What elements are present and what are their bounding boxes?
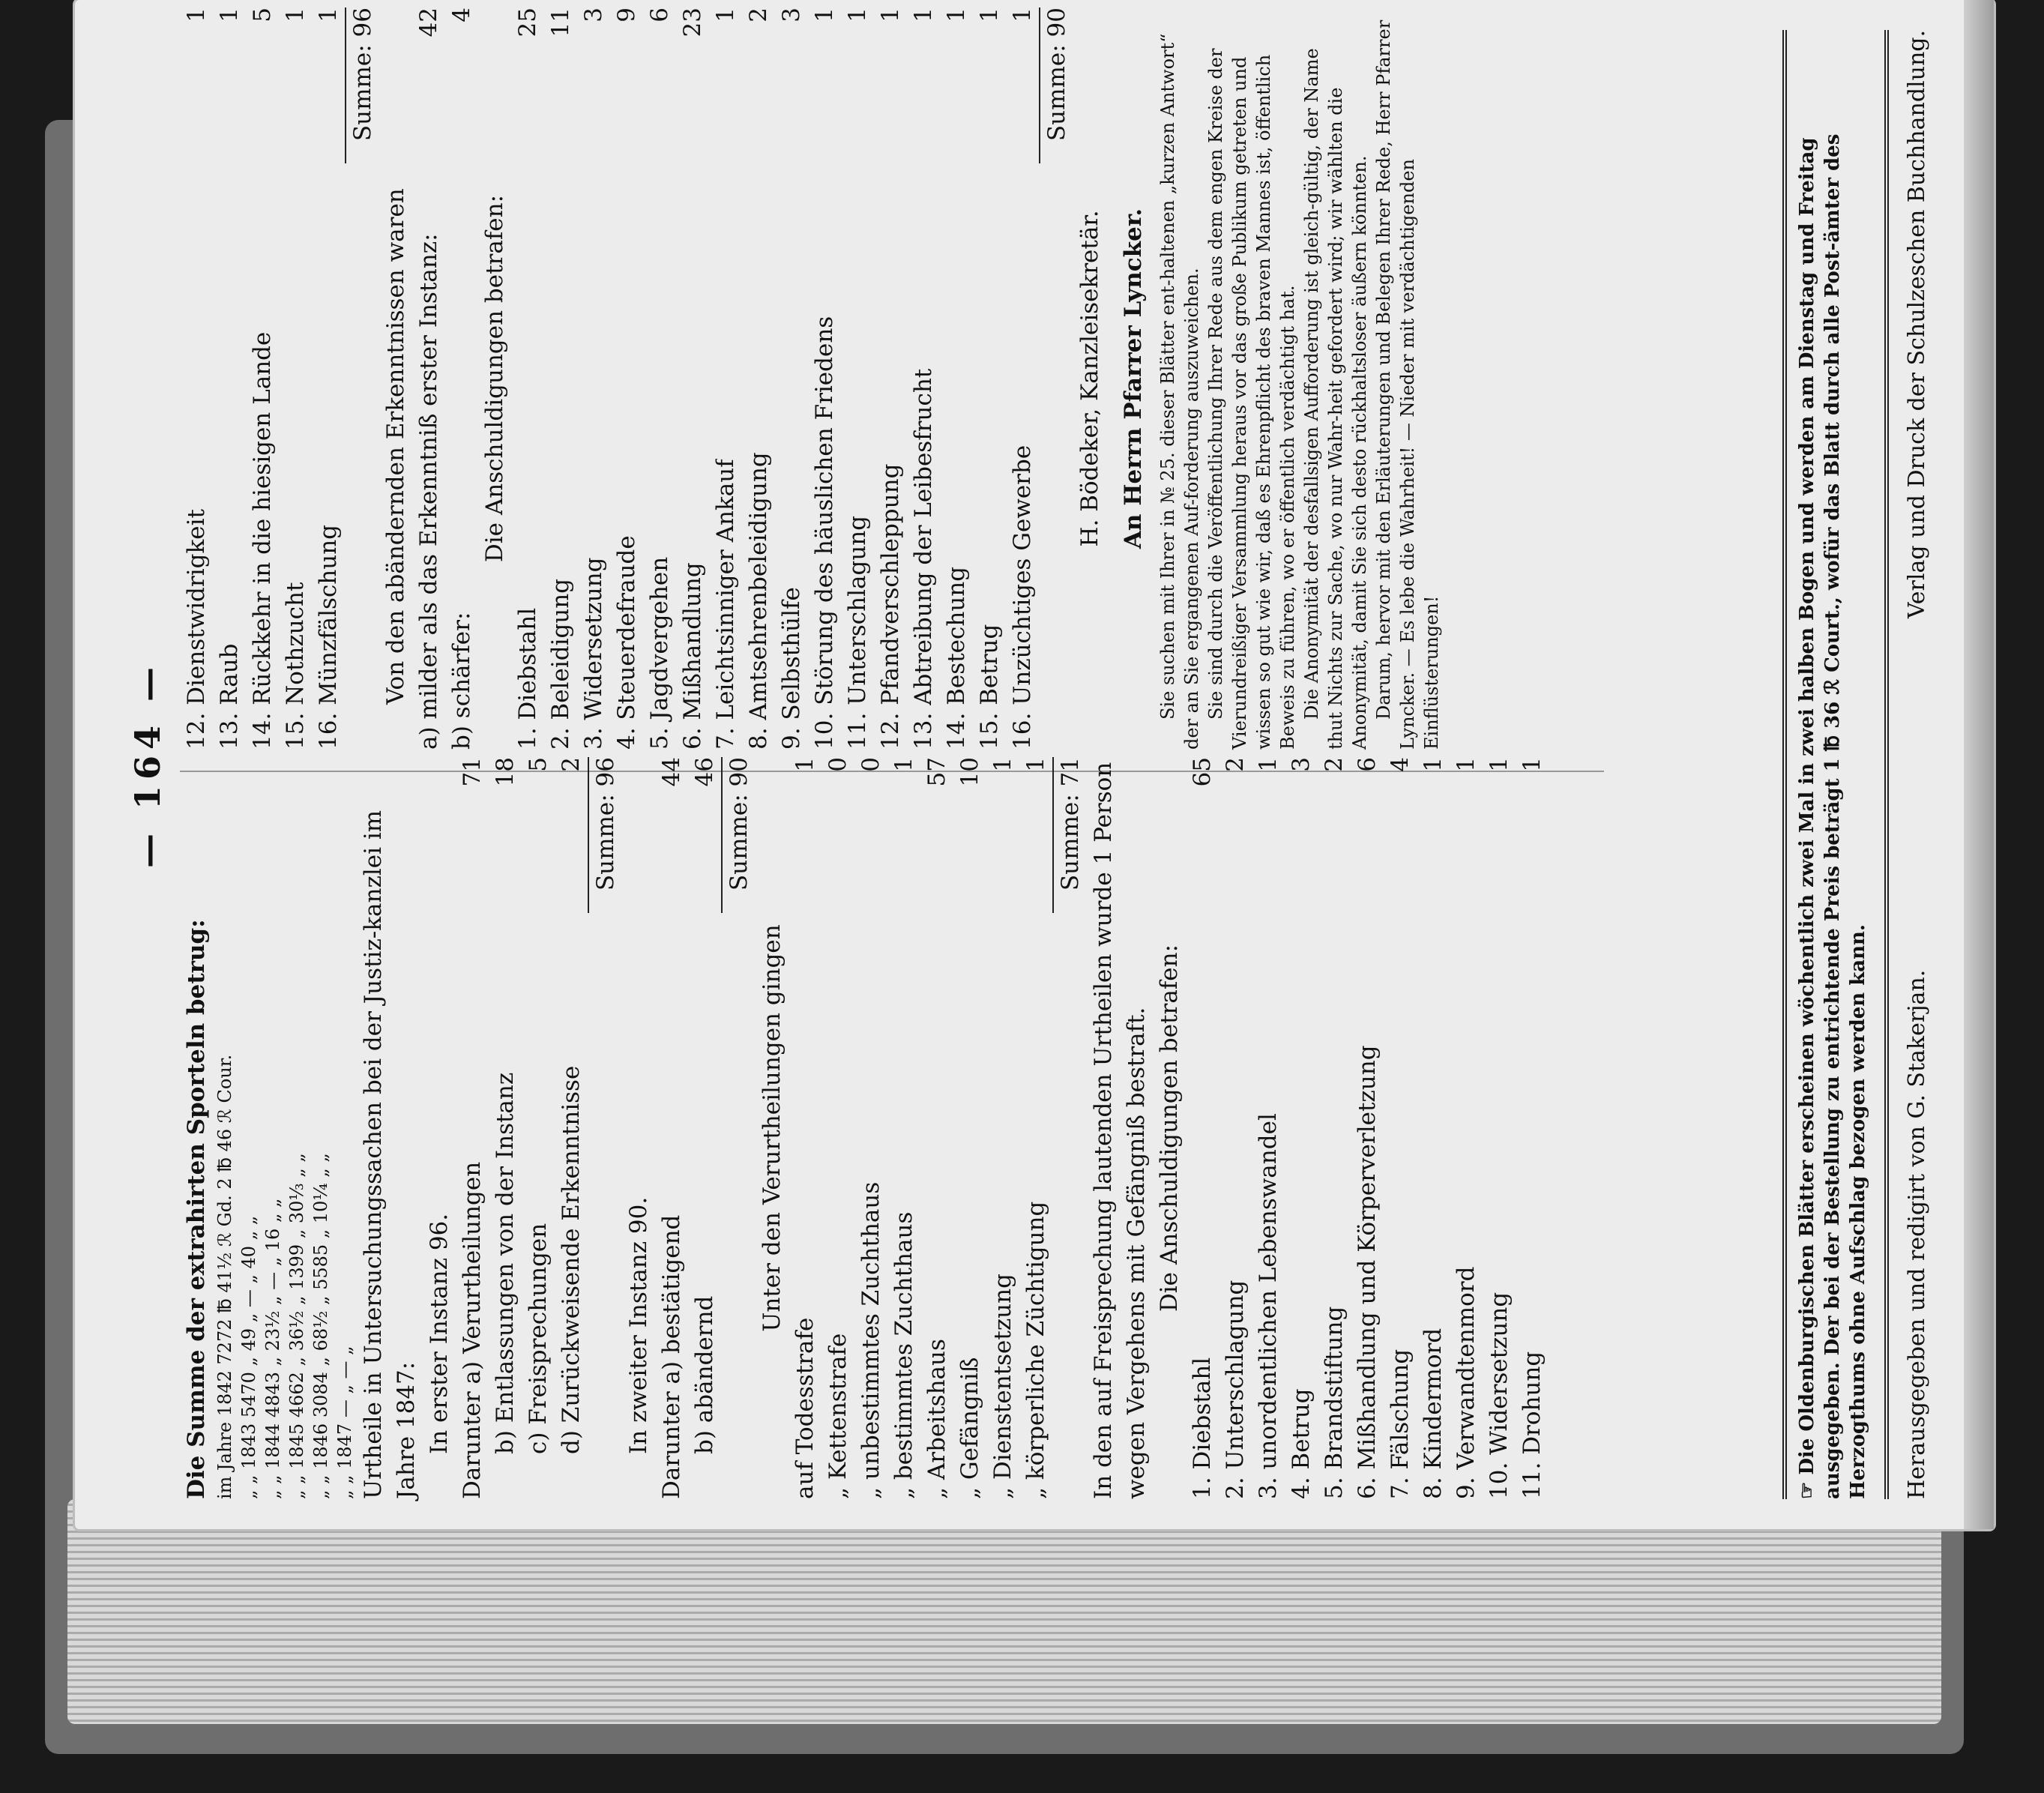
sportel-heading: Die Summe der extrahirten Sporteln betrug:	[183, 919, 210, 1499]
anschuld2-row: 15. Betrug 1	[976, 7, 1003, 750]
sportel-row: „ „ 1847 — „ — „	[334, 1345, 355, 1499]
book-page	[75, 0, 1994, 1529]
anschuld2-row: 9. Selbsthülfe 3	[778, 7, 805, 750]
anschuld-row: 6. Mißhandlung und Körperverletzung 6	[1354, 757, 1381, 1499]
verurth-row: „ unbestimmtes Zuchthaus 0	[857, 757, 884, 1499]
anschuld-row: 9. Verwandtenmord 1	[1453, 757, 1480, 1499]
cont-row: 15. Nothzucht 1	[282, 7, 309, 750]
footer-rule	[1884, 30, 1889, 1499]
verurth-heading: Unter den Verurtheilungen gingen	[759, 924, 786, 1332]
letter-paragraph: Sie sind durch die Veröffentlichung Ihrer Rede aus dem engen Kreise der Vierundreißiger Versammlung heraus vor das große Publikum getreten und wissen so gut wie wir, daß es Ehrenpflicht des braven Mannes ist, öffentlich Beweis zu führen, wo er öffentlich verdächtigt hat.	[1205, 48, 1298, 750]
cont-sum: Summe: 96	[345, 7, 379, 163]
freisprechung-text: In den auf Freisprechung lautenden Urtheilen wurde 1 Person wegen Vergehens mit Gefängniß bestraft.	[1090, 762, 1150, 1499]
verurth-row: „ Arbeitshaus 57	[923, 757, 950, 1499]
verurth-row: „ Gefängniß 10	[956, 757, 983, 1499]
sportel-row: „ „ 1845 4662 „ 36½ „ 1399 „ 30⅓ „ „	[286, 1153, 307, 1499]
anschuld-row: 10. Widersetzung 1	[1486, 757, 1513, 1499]
letter-heading: An Herrn Pfarrer Lyncker.	[1120, 208, 1147, 549]
letter-paragraph: Die Anonymität der desfallsigen Aufforderung ist gleich-gültig, der Name thut Nichts zur Sache, wo nur Wahr-heit gefordert wird; wir wählten die Anonymität, damit Sie sich desto rückhaltsloser äußern könnten.	[1301, 48, 1370, 750]
verurth-row: „ Kettenstrafe 0	[824, 757, 851, 1499]
verurth-row: „ bestimmtes Zuchthaus 1	[890, 757, 917, 1499]
anschuld-row: 8. Kindermord 1	[1420, 757, 1447, 1499]
subscription-notice: ☞ Die Oldenburgischen Blätter erscheinen wöchentlich zwei Mal in zwei halben Bogen und werden am Dienstag und Freitag ausgegeben. Der bei der Bestellung zu entrichtende Preis beträgt 1 ℔ 36 ℛ Court., wofür das Blatt durch alle Post-ämter des Herzogthums ohne Aufschlag bezogen werden kann.	[1796, 133, 1869, 1499]
anschuld2-row: 11. Unterschlagung 1	[844, 7, 871, 750]
right-column	[180, 7, 1444, 750]
urtheile-heading: Urtheile in Untersuchungssachen bei der Justiz-kanzlei im Jahre 1847:	[360, 810, 420, 1499]
sportel-row: im Jahre 1842 7272 ℔ 41½ ℛ Gd. 2 ℔ 46 ℛ Cour.	[214, 1054, 235, 1499]
first-instance-row: c) Freisprechungen 5	[525, 757, 552, 1454]
anschuld2-sum: Summe: 90	[1039, 7, 1073, 163]
signature: H. Bödeker, Kanzleisekretär.	[1076, 210, 1103, 547]
anschuld2-row: 8. Amtsehrenbeleidigung 2	[745, 7, 772, 750]
anschuld-row: 2. Unterschlagung 2	[1222, 757, 1249, 1499]
anschuld2-row: 5. Jagdvergehen 6	[646, 7, 673, 750]
first-instance-row: Darunter a) Verurtheilungen 71	[459, 757, 486, 1499]
second-instance-sum: Summe: 90	[721, 757, 756, 913]
anschuld2-row: 3. Widersetzung 3	[580, 7, 607, 750]
anschuld2-row: 13. Abtreibung der Leibesfrucht 1	[910, 7, 937, 750]
anschuld-row: 3. unordentlichen Lebenswandel 1	[1255, 757, 1282, 1499]
first-instance-row: b) Entlassungen von der Instanz 18	[492, 757, 519, 1454]
page-footer	[1769, 30, 1930, 1499]
abaend-row: a) milder als das Erkenntniß erster Instanz: 42	[415, 7, 442, 750]
page-number: — 164 —	[127, 660, 168, 869]
second-instance-row: Darunter a) bestätigend 44	[658, 757, 685, 1499]
anschuld-row: 7. Fälschung 4	[1387, 757, 1414, 1499]
book-page-edges	[67, 1499, 1941, 1724]
cont-row: 12. Dienstwidrigkeit 1	[183, 7, 210, 750]
anschuld-heading: Die Anschuldigungen betrafen:	[1156, 944, 1183, 1313]
editor-line: Herausgegeben und redigirt von G. Stakerjan.	[1904, 969, 1930, 1499]
anschuld2-row: 14. Bestechung 1	[943, 7, 970, 750]
second-instance-row: b) abändernd 46	[691, 757, 718, 1454]
cont-row: 16. Münzfälschung 1	[315, 7, 342, 750]
anschuld2-row: 12. Pfandverschleppung 1	[877, 7, 904, 750]
anschuld-row: 1. Diebstahl 65	[1189, 757, 1216, 1499]
anschuld2-row: 1. Diebstahl 25	[514, 7, 541, 750]
abaend-heading: Von den abändernden Erkenntnissen waren	[382, 188, 409, 705]
anschuld-row: 4. Betrug 3	[1288, 757, 1315, 1499]
anschuld2-row: 16. Unzüchtiges Gewerbe 1	[1009, 7, 1036, 750]
anschuld-row: 11. Drohung 1	[1519, 757, 1546, 1499]
footer-rule	[1782, 30, 1787, 1499]
anschuld2-row: 2. Beleidigung 11	[547, 7, 574, 750]
verurth-row: auf Todesstrafe 1	[792, 757, 818, 1499]
letter-paragraph: Darum, hervor mit den Erläuterungen und Belegen Ihrer Rede, Herr Pfarrer Lyncker. — Es lebe die Wahrheit! — Nieder mit verdächtigenden Einflüsterungen!	[1373, 19, 1442, 750]
cont-row: 13. Raub 1	[216, 7, 243, 750]
anschuld2-row: 7. Leichtsinniger Ankauf 1	[712, 7, 739, 750]
first-instance-title: In erster Instanz 96.	[426, 1213, 453, 1454]
verurth-row: „ körperliche Züchtigung 1	[1022, 757, 1049, 1499]
sportel-row: „ „ 1843 5470 „ 49 „ — „ 40 „ „	[238, 1215, 259, 1499]
abaend-row: b) schärfer: 4	[448, 7, 475, 750]
anschuld-row: 5. Brandstiftung 2	[1321, 757, 1348, 1499]
anschuld2-row: 10. Störung des häuslichen Friedens 1	[811, 7, 838, 750]
publisher-line: Verlag und Druck der Schulzeschen Buchhandlung.	[1904, 30, 1930, 619]
anschuld2-row: 6. Mißhandlung 23	[679, 7, 706, 750]
anschuld2-heading: Die Anschuldigungen betrafen:	[481, 194, 508, 563]
verurth-sum: Summe: 71	[1052, 757, 1087, 913]
verurth-row: „ Dienstentsetzung 1	[989, 757, 1016, 1499]
letter-paragraph: Sie suchen mit Ihrer in № 25. dieser Blätter ent-haltenen „kurzen Antwort“ der an Sie ergangenen Auf-forderung auszuweichen.	[1157, 33, 1202, 750]
first-instance-row: d) Zurückweisende Erkenntnisse 2	[558, 757, 585, 1454]
rotated-page-content	[75, 0, 1994, 1529]
first-instance-sum: Summe: 96	[588, 757, 622, 913]
anschuld2-row: 4. Steuerdefraude 9	[613, 7, 640, 750]
sportel-row: „ „ 1846 3084 „ 68½ „ 5585 „ 10¼ „ „	[310, 1153, 331, 1499]
sportel-row: „ „ 1844 4843 „ 23½ „ — „ 16 „ „	[262, 1198, 283, 1499]
second-instance-title: In zweiter Instanz 90.	[625, 1196, 652, 1454]
imprint	[1904, 30, 1930, 1499]
cont-row: 14. Rückkehr in die hiesigen Lande 5	[249, 7, 276, 750]
left-column	[180, 757, 1549, 1499]
